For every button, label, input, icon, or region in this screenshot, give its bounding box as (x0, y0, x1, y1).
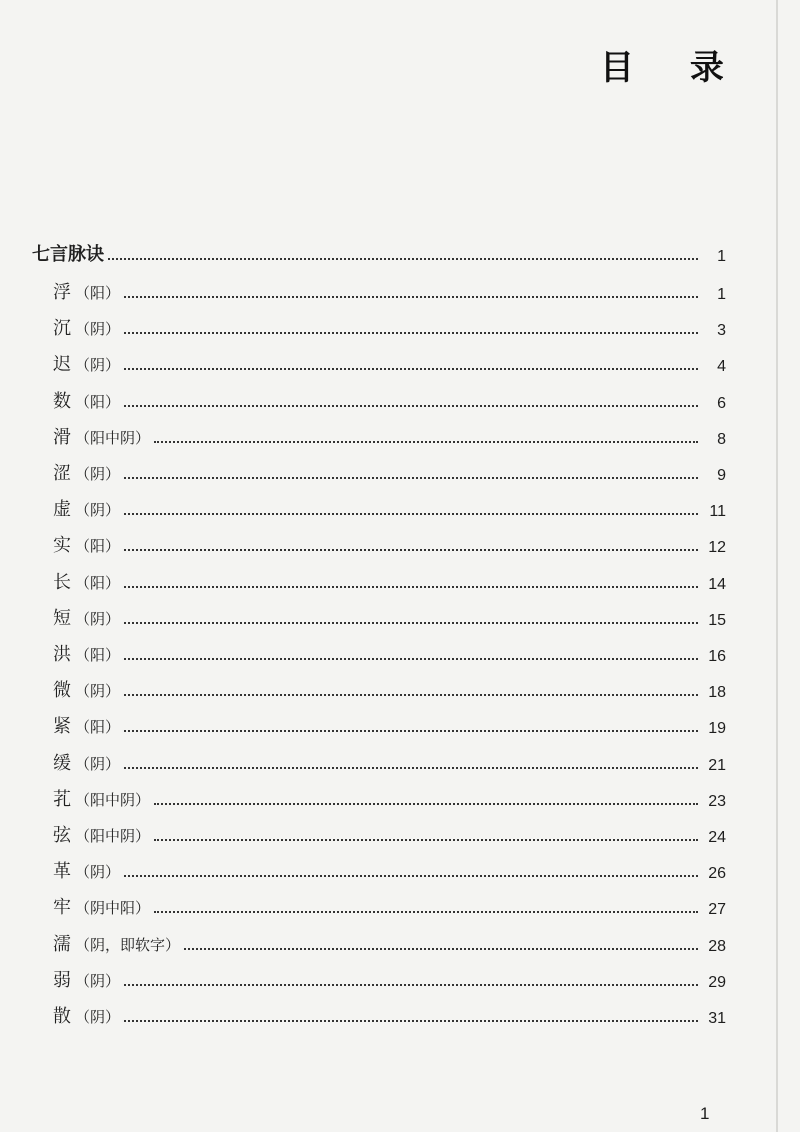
pulse-name: 缓 (53, 752, 71, 774)
page-number: 9 (717, 467, 726, 484)
pulse-name: 牢 (53, 897, 71, 919)
toc-entry[interactable] (53, 893, 726, 919)
pulse-name: 浮 (53, 282, 71, 303)
toc-entry[interactable] (53, 314, 726, 340)
dot-leader (124, 512, 698, 515)
yin-yang-note: （阴） (75, 971, 121, 990)
toc-entry-label (53, 712, 120, 738)
toc-entry[interactable] (53, 930, 726, 956)
page-number: 8 (717, 430, 726, 448)
toc-entry-label (53, 423, 150, 449)
page-number: 16 (708, 648, 726, 665)
yin-yang-note: （阴） (75, 609, 121, 628)
toc-entry[interactable] (53, 821, 726, 847)
yin-yang-note: （阳） (75, 646, 121, 664)
page-number: 28 (708, 937, 726, 955)
page-number: 1 (717, 248, 726, 265)
dot-leader (124, 983, 698, 986)
toc-entry[interactable] (53, 712, 726, 738)
dot-leader (124, 404, 698, 407)
toc-entry[interactable] (53, 495, 726, 521)
pulse-name: 弦 (53, 825, 71, 846)
dot-leader (124, 874, 698, 877)
section-title: 七言脉诀 (32, 244, 104, 265)
yin-yang-note: （阴） (75, 682, 121, 701)
dot-leader (124, 295, 698, 298)
dot-leader (154, 802, 698, 805)
yin-yang-note: （阳） (75, 718, 121, 737)
dot-leader (124, 1019, 698, 1022)
dot-leader (154, 838, 698, 841)
toc-entry[interactable] (53, 857, 726, 883)
yin-yang-note: （阴中阳） (75, 899, 151, 918)
toc-entry-label (53, 930, 180, 956)
dot-leader (124, 548, 698, 551)
toc-entry-label (53, 350, 120, 376)
page-number: 3 (717, 322, 726, 340)
page-number: 14 (708, 575, 726, 593)
yin-yang-note: （阳） (75, 392, 121, 411)
pulse-name: 长 (53, 571, 71, 593)
toc-entry-label (53, 314, 120, 340)
yin-yang-note: （阴） (75, 863, 121, 882)
dot-leader (124, 331, 698, 334)
pulse-name: 弱 (53, 969, 71, 991)
toc-entry-label (53, 821, 150, 847)
toc-entry[interactable] (53, 459, 726, 485)
page-number: 6 (717, 394, 726, 412)
toc-entry[interactable] (53, 640, 726, 666)
toc-entry-label (32, 240, 104, 266)
folio-page-number: 1 (700, 1104, 710, 1123)
dot-leader (124, 367, 698, 370)
page-title: 目 录 (600, 48, 746, 88)
toc-entry[interactable] (53, 966, 726, 992)
pulse-name: 数 (53, 390, 71, 412)
page-number: 24 (708, 829, 726, 846)
dot-leader (124, 585, 698, 588)
pulse-name: 实 (53, 535, 71, 557)
dot-leader (124, 621, 698, 624)
toc-entry-label (53, 749, 120, 775)
yin-yang-note: （阴） (75, 754, 121, 773)
pulse-name: 沉 (53, 318, 71, 340)
yin-yang-note: （阴） (75, 1008, 121, 1026)
toc-entry[interactable] (53, 785, 726, 811)
page-number: 1 (717, 286, 726, 303)
yin-yang-note: （阴） (75, 320, 121, 339)
toc-entry-label (53, 568, 120, 594)
dot-leader (108, 257, 698, 260)
toc-entry-label (53, 857, 120, 883)
toc-entry-label (53, 278, 120, 304)
yin-yang-note: （阴） (75, 356, 121, 375)
pulse-name: 短 (53, 607, 71, 629)
yin-yang-note: （阳中阴） (75, 428, 151, 447)
toc-entry-label (53, 893, 150, 919)
dot-leader (184, 947, 698, 950)
page-number: 26 (708, 865, 726, 883)
page-number: 29 (708, 973, 726, 991)
page-number: 15 (708, 611, 726, 629)
page-number: 21 (708, 756, 726, 774)
toc-entry[interactable] (53, 604, 726, 630)
toc-entry-label (53, 640, 120, 666)
pulse-name: 虚 (53, 499, 71, 521)
pulse-name: 濡 (53, 933, 71, 955)
dot-leader (154, 910, 698, 913)
page-number: 19 (708, 720, 726, 738)
page-number: 11 (709, 503, 726, 521)
yin-yang-note: （阴） (75, 501, 121, 520)
dot-leader (124, 476, 698, 479)
page-number: 12 (708, 539, 726, 557)
pulse-name: 紧 (53, 716, 71, 738)
dot-leader (154, 440, 698, 443)
toc-entry[interactable] (53, 278, 726, 304)
dot-leader (124, 766, 698, 769)
page-number: 18 (708, 684, 726, 702)
toc-entry[interactable] (53, 350, 726, 376)
dot-leader (124, 693, 698, 696)
yin-yang-note: （阳） (75, 284, 121, 302)
page-number: 23 (708, 792, 726, 810)
page-number: 27 (708, 901, 726, 919)
pulse-name: 滑 (53, 426, 71, 448)
toc-entry[interactable] (53, 1002, 726, 1028)
pulse-name: 芤 (53, 788, 71, 810)
yin-yang-note: （阳中阴） (75, 827, 151, 845)
toc-entry-label (53, 604, 120, 630)
toc-entry-label (53, 966, 120, 992)
page-edge-line (776, 0, 778, 1132)
toc-entry[interactable] (53, 423, 726, 449)
yin-yang-note: （阳中阴） (75, 790, 151, 809)
pulse-name: 迟 (53, 354, 71, 376)
pulse-name: 微 (53, 680, 71, 702)
toc-entry-label (53, 459, 120, 485)
toc-entry[interactable] (53, 568, 726, 594)
toc-entry[interactable] (53, 531, 726, 557)
yin-yang-note: （阳） (75, 573, 121, 592)
pulse-name: 革 (53, 861, 71, 883)
toc-entry-label (53, 531, 120, 557)
dot-leader (124, 657, 698, 660)
toc-entry-label (53, 495, 120, 521)
pulse-name: 散 (53, 1006, 71, 1027)
page-number: 4 (717, 358, 726, 376)
pulse-name: 涩 (53, 463, 71, 484)
toc-entry-label (53, 785, 150, 811)
yin-yang-note: （阴） (75, 465, 121, 483)
yin-yang-note: （阳） (75, 537, 121, 556)
dot-leader (124, 729, 698, 732)
page-number: 31 (708, 1010, 726, 1027)
toc-entry-label (53, 676, 120, 702)
toc-entry-label (53, 387, 120, 413)
toc-entry[interactable] (53, 387, 726, 413)
toc-entry[interactable] (53, 676, 726, 702)
pulse-name: 洪 (53, 644, 71, 665)
toc-entry-label (53, 1002, 120, 1028)
yin-yang-note: （阴，即软字） (75, 935, 181, 954)
toc-entry[interactable] (53, 749, 726, 775)
toc-section-entry[interactable] (32, 240, 726, 266)
